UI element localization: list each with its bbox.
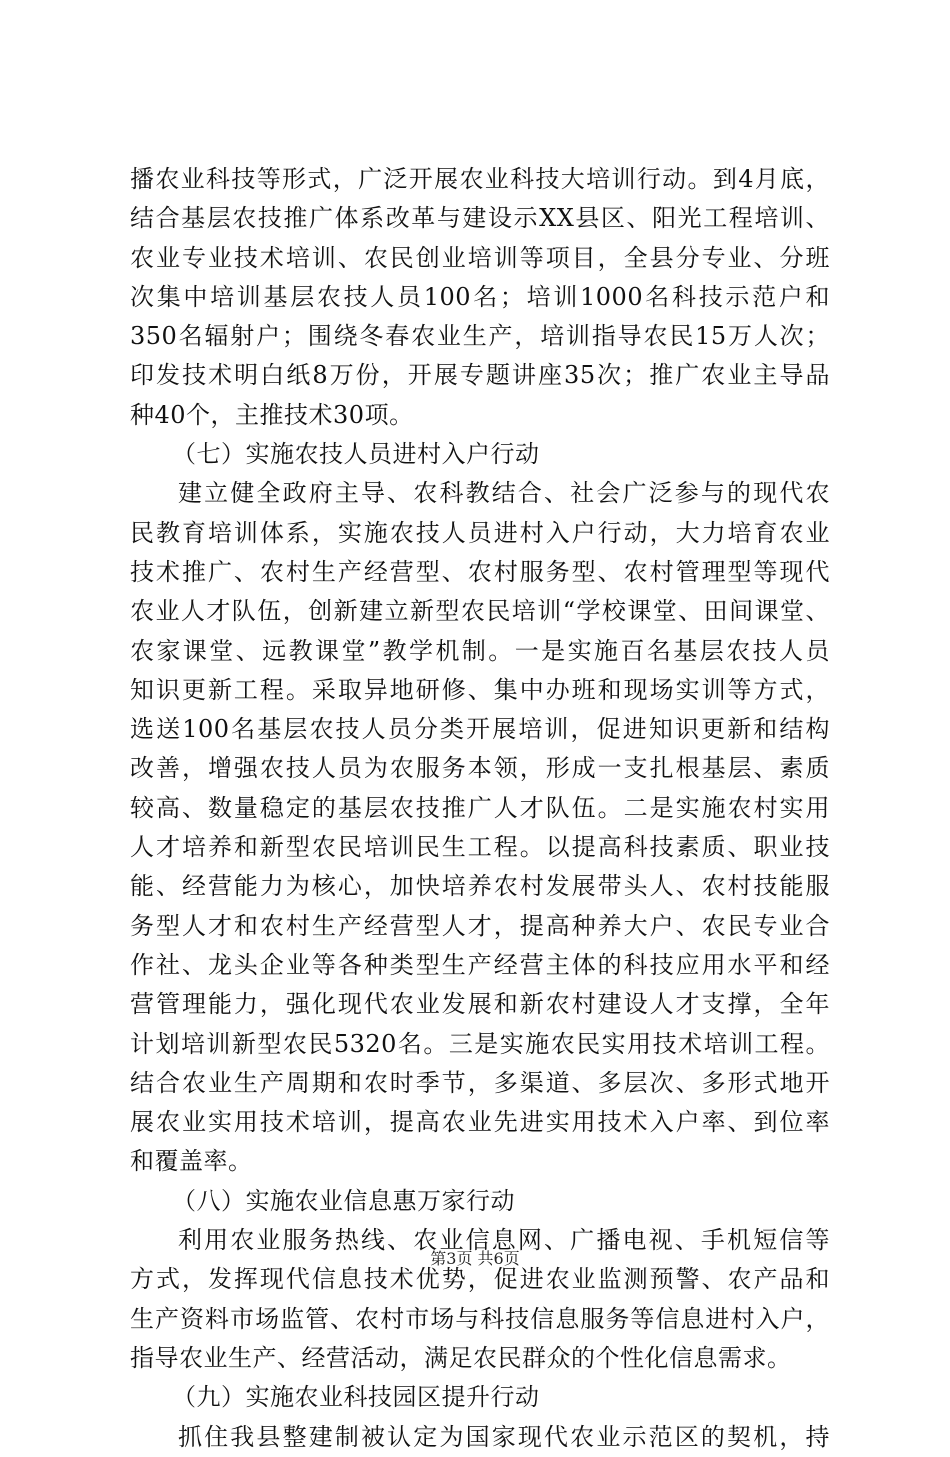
text-line: 结合农业生产周期和农时季节，多渠道、多层次、多形式地开 xyxy=(130,1068,830,1097)
text-line: 农家课堂、远教课堂”教学机制。一是实施百名基层农技人员 xyxy=(130,636,830,665)
text-line: 较高、数量稳定的基层农技推广人才队伍。二是实施农村实用 xyxy=(130,793,830,822)
text-line: 次集中培训基层农技人员100名；培训1000名科技示范户和 xyxy=(130,282,830,311)
text-line: 务型人才和农村生产经营型人才，提高种养大户、农民专业合 xyxy=(130,911,830,940)
text-line: 播农业科技等形式，广泛开展农业科技大培训行动。到4月底， xyxy=(130,165,830,193)
text-line: 350名辐射户；围绕冬春农业生产，培训指导农民15万人次； xyxy=(130,322,830,351)
text-line: 建立健全政府主导、农科教结合、社会广泛参与的现代农 xyxy=(178,479,830,508)
text-line: 选送100名基层农技人员分类开展培训，促进知识更新和结构 xyxy=(130,715,830,744)
text-line: 和覆盖率。 xyxy=(130,1147,253,1176)
text-line: 种40个，主推技术30项。 xyxy=(130,400,414,429)
text-line: 民教育培训体系，实施农技人员进村入户行动，大力培育农业 xyxy=(130,518,830,547)
text-line: 抓住我县整建制被认定为国家现代农业示范区的契机，持 xyxy=(178,1422,830,1451)
page-number-footer: 第3页 共6页 xyxy=(430,1249,520,1268)
text-line: 利用农业服务热线、农业信息网、广播电视、手机短信等 xyxy=(178,1226,830,1255)
text-line: 能、经营能力为核心，加快培养农村发展带头人、农村技能服 xyxy=(130,872,830,901)
text-line: 技术推广、农村生产经营型、农村服务型、农村管理型等现代 xyxy=(130,557,830,586)
text-line: 指导农业生产、经营活动，满足农民群众的个性化信息需求。 xyxy=(130,1343,792,1372)
text-line: 展农业实用技术培训，提高农业先进实用技术入户率、到位率 xyxy=(130,1108,830,1137)
text-line: 人才培养和新型农民培训民生工程。以提高科技素质、职业技 xyxy=(130,833,830,862)
section-heading: （七）实施农技人员进村入户行动 xyxy=(172,440,540,469)
section-heading: （九）实施农业科技园区提升行动 xyxy=(172,1383,540,1412)
text-line: 结合基层农技推广体系改革与建设示XX县区、阳光工程培训、 xyxy=(130,204,830,233)
text-line: 印发技术明白纸8万份，开展专题讲座35次；推广农业主导品 xyxy=(130,361,830,390)
text-line: 知识更新工程。采取异地研修、集中办班和现场实训等方式， xyxy=(130,675,830,704)
section-heading: （八）实施农业信息惠万家行动 xyxy=(172,1186,515,1215)
text-line: 计划培训新型农民5320名。三是实施农民实用技术培训工程。 xyxy=(130,1029,830,1058)
text-line: 农业人才队伍，创新建立新型农民培训“学校课堂、田间课堂、 xyxy=(130,597,830,626)
text-line: 农业专业技术培训、农民创业培训等项目，全县分专业、分班 xyxy=(130,243,830,272)
text-line: 作社、龙头企业等各种类型生产经营主体的科技应用水平和经 xyxy=(130,950,830,979)
text-line: 生产资料市场监管、农村市场与科技信息服务等信息进村入户， xyxy=(130,1304,830,1333)
text-line: 改善，增强农技人员为农服务本领，形成一支扎根基层、素质 xyxy=(130,754,830,783)
text-line: 方式，发挥现代信息技术优势，促进农业监测预警、农产品和 xyxy=(130,1265,830,1294)
text-line: 营管理能力，强化现代农业发展和新农村建设人才支撑，全年 xyxy=(130,990,830,1019)
